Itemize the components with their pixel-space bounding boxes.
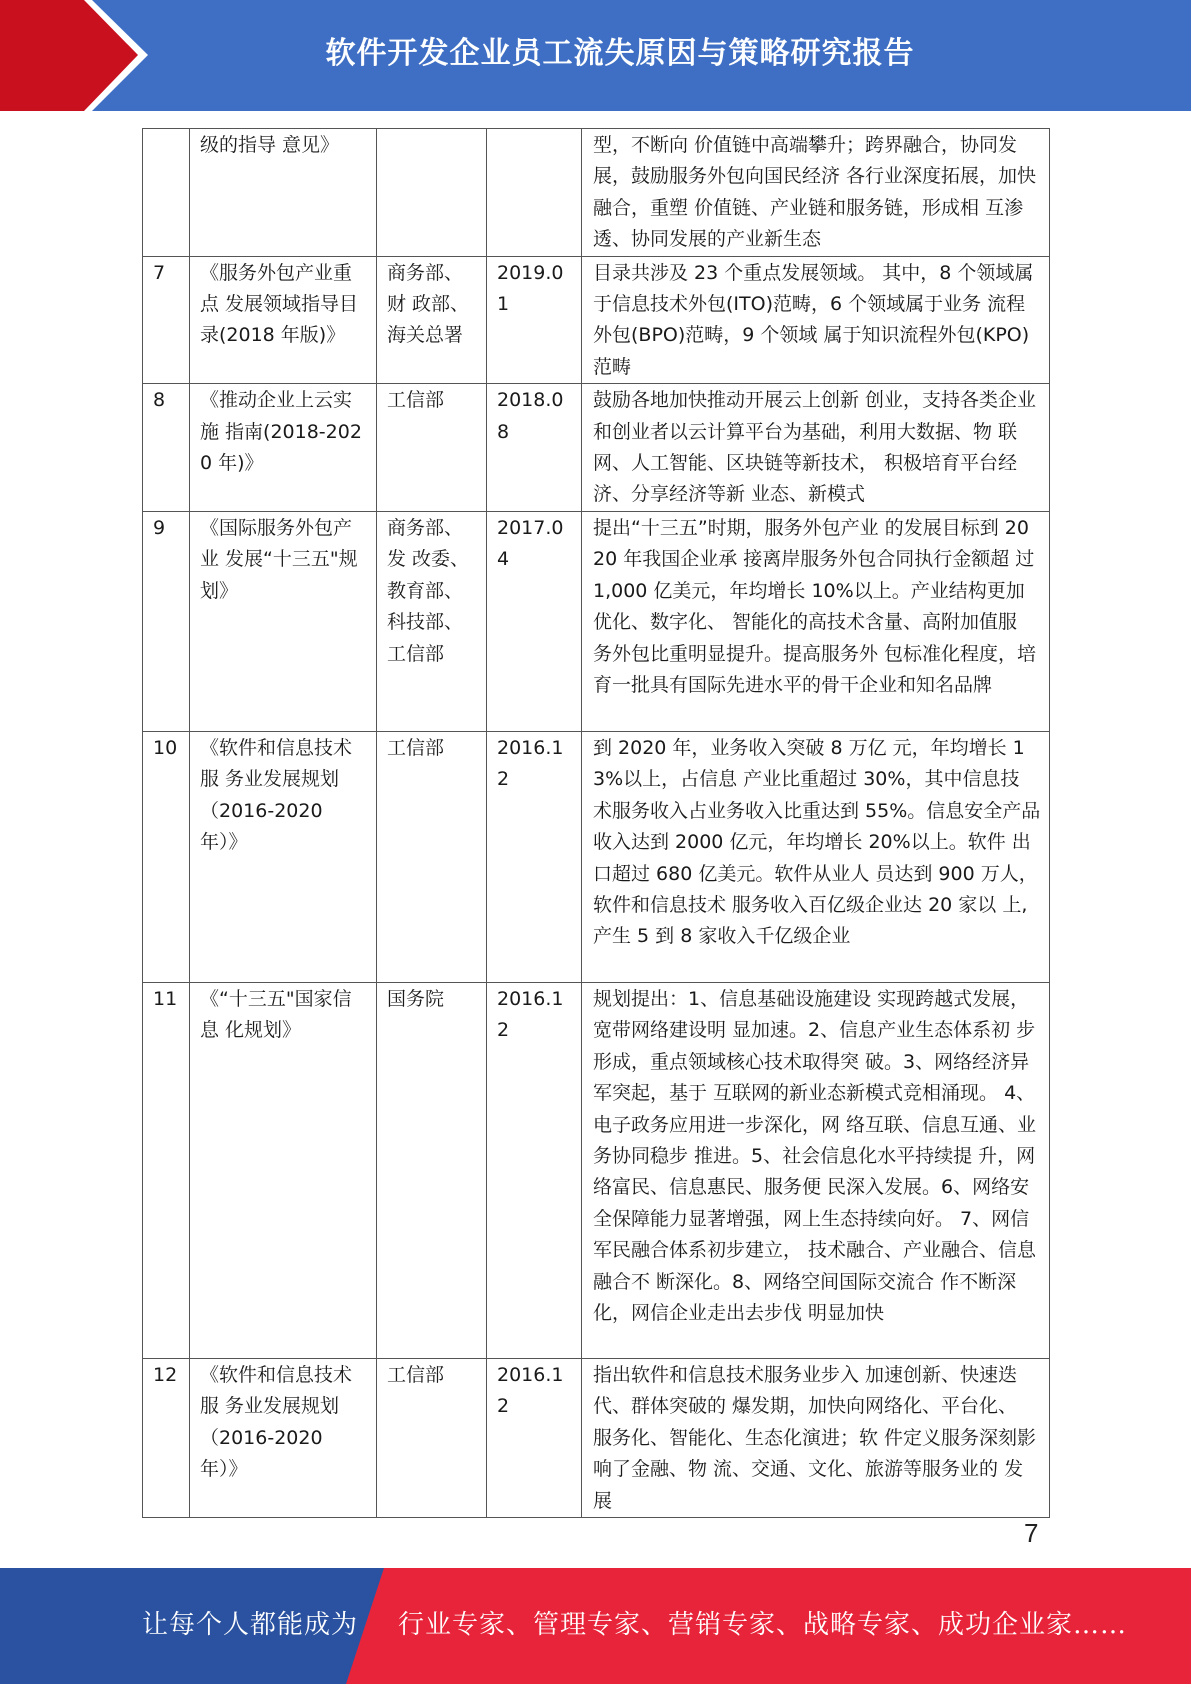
row-number: 9 (143, 511, 190, 731)
policy-name: 级的指导 意见》 (190, 129, 377, 257)
report-title: 软件开发企业员工流失原因与策略研究报告 (325, 36, 915, 71)
policy-content: 目录共涉及 23 个重点发展领域。 其中，8 个领域属于信息技术外包(ITO)范畴，6 个领域属于业务 流程外包(BPO)范畴，9 个领域 属于知识流程外包(KPO)范畴 (582, 256, 1050, 384)
issuing-department: 商务部、财 政部、海关总署 (377, 256, 487, 384)
table-row (143, 384, 1050, 512)
policy-table (142, 128, 1050, 1518)
table-row (143, 982, 1050, 1358)
row-number: 7 (143, 256, 190, 384)
issuing-department: 工信部 (377, 1358, 487, 1517)
row-number: 10 (143, 731, 190, 982)
policy-content: 型，不断向 价值链中高端攀升；跨界融合，协同发展，鼓励服务外包向国民经济 各行业深度拓展，加快融合，重塑 价值链、产业链和服务链，形成相 互渗透、协同发展的产业新生态 (582, 129, 1050, 257)
table-row (143, 511, 1050, 731)
page-number: 7 (1024, 1518, 1039, 1548)
table-row (143, 256, 1050, 384)
policy-content: 到 2020 年，业务收入突破 8 万亿 元，年均增长 13%以上，占信息 产业比重超过 30%，其中信息技 术服务收入占业务收入比重达到 55%。信息安全产品收入达到 2000 亿元，年均增长 20%以上。软件 出口超过 680 亿美元。软件从业人 员达到 900 万人，软件和信息技术 服务收入百亿级企业达 20 家以 上,产生 5 到 8 家收入千亿级企业 (582, 731, 1050, 982)
policy-content: 指出软件和信息技术服务业步入 加速创新、快速迭代、群体突破的 爆发期，加快向网络化、平台化、 服务化、智能化、生态化演进；软 件定义服务深刻影响了金融、物 流、交通、文化、旅游等服务业的 发展 (582, 1358, 1050, 1517)
policy-name: 《推动企业上云实施 指南(2018-2020 年)》 (190, 384, 377, 512)
policy-content: 提出“十三五”时期，服务外包产业 的发展目标到 2020 年我国企业承 接离岸服务外包合同执行金额超 过 1,000 亿美元，年均增长 10%以上。产业结构更加优化、数字化、 智能化的高技术含量、高附加值服 务外包比重明显提升。提高服务外 包标准化程度，培育一批具有国际先进水平的骨干企业和知名品牌 (582, 511, 1050, 731)
table-row (143, 731, 1050, 982)
policy-content: 鼓励各地加快推动开展云上创新 创业，支持各类企业和创业者以云计算平台为基础，利用大数据、物 联网、人工智能、区块链等新技术， 积极培育平台经济、分享经济等新 业态、新模式 (582, 384, 1050, 512)
policy-name: 《国际服务外包产业 发展“十三五"规划》 (190, 511, 377, 731)
policy-name: 《“十三五"国家信息 化规划》 (190, 982, 377, 1358)
issue-date: 2016.12 (487, 731, 582, 982)
page-header (0, 0, 1191, 111)
issue-date: 2017.04 (487, 511, 582, 731)
row-number: 11 (143, 982, 190, 1358)
issuing-department: 商务部、发 改委、教育部、科技部、工信部 (377, 511, 487, 731)
issue-date: 2019.01 (487, 256, 582, 384)
policy-content: 规划提出：1、信息基础设施建设 实现跨越式发展，宽带网络建设明 显加速。2、信息产业生态体系初 步形成，重点领域核心技术取得突 破。3、网络经济异军突起，基于 互联网的新业态新模式竞相涌现。 4、电子政务应用进一步深化，网 络互联、信息互通、业务协同稳步 推进。5、社会信息化水平持续提 升，网络富民、信息惠民、服务便 民深入发展。6、网络安全保障能力显著增强，网上生态持续向好。 7、网信军民融合体系初步建立， 技术融合、产业融合、信息融合不 断深化。8、网络空间国际交流合 作不断深化，网信企业走出去步伐 明显加快 (582, 982, 1050, 1358)
row-number: 12 (143, 1358, 190, 1517)
issue-date: 2016.12 (487, 1358, 582, 1517)
row-number: 8 (143, 384, 190, 512)
table-row (143, 129, 1050, 257)
issuing-department: 国务院 (377, 982, 487, 1358)
issue-date (487, 129, 582, 257)
footer-slogan-right: 行业专家、管理专家、营销专家、战略专家、成功企业家…… (398, 1610, 1128, 1640)
footer-slogan-left: 让每个人都能成为 (142, 1610, 359, 1640)
policy-name: 《服务外包产业重点 发展领域指导目录(2018 年版)》 (190, 256, 377, 384)
policy-name: 《软件和信息技术服 务业发展规划（2016-2020 年）》 (190, 1358, 377, 1517)
header-chevron-decoration (0, 0, 150, 111)
issue-date: 2018.08 (487, 384, 582, 512)
policy-name: 《软件和信息技术服 务业发展规划（2016-2020 年）》 (190, 731, 377, 982)
issue-date: 2016.12 (487, 982, 582, 1358)
row-number (143, 129, 190, 257)
table-row (143, 1358, 1050, 1517)
issuing-department (377, 129, 487, 257)
issuing-department: 工信部 (377, 731, 487, 982)
page-footer (0, 1568, 1191, 1684)
issuing-department: 工信部 (377, 384, 487, 512)
